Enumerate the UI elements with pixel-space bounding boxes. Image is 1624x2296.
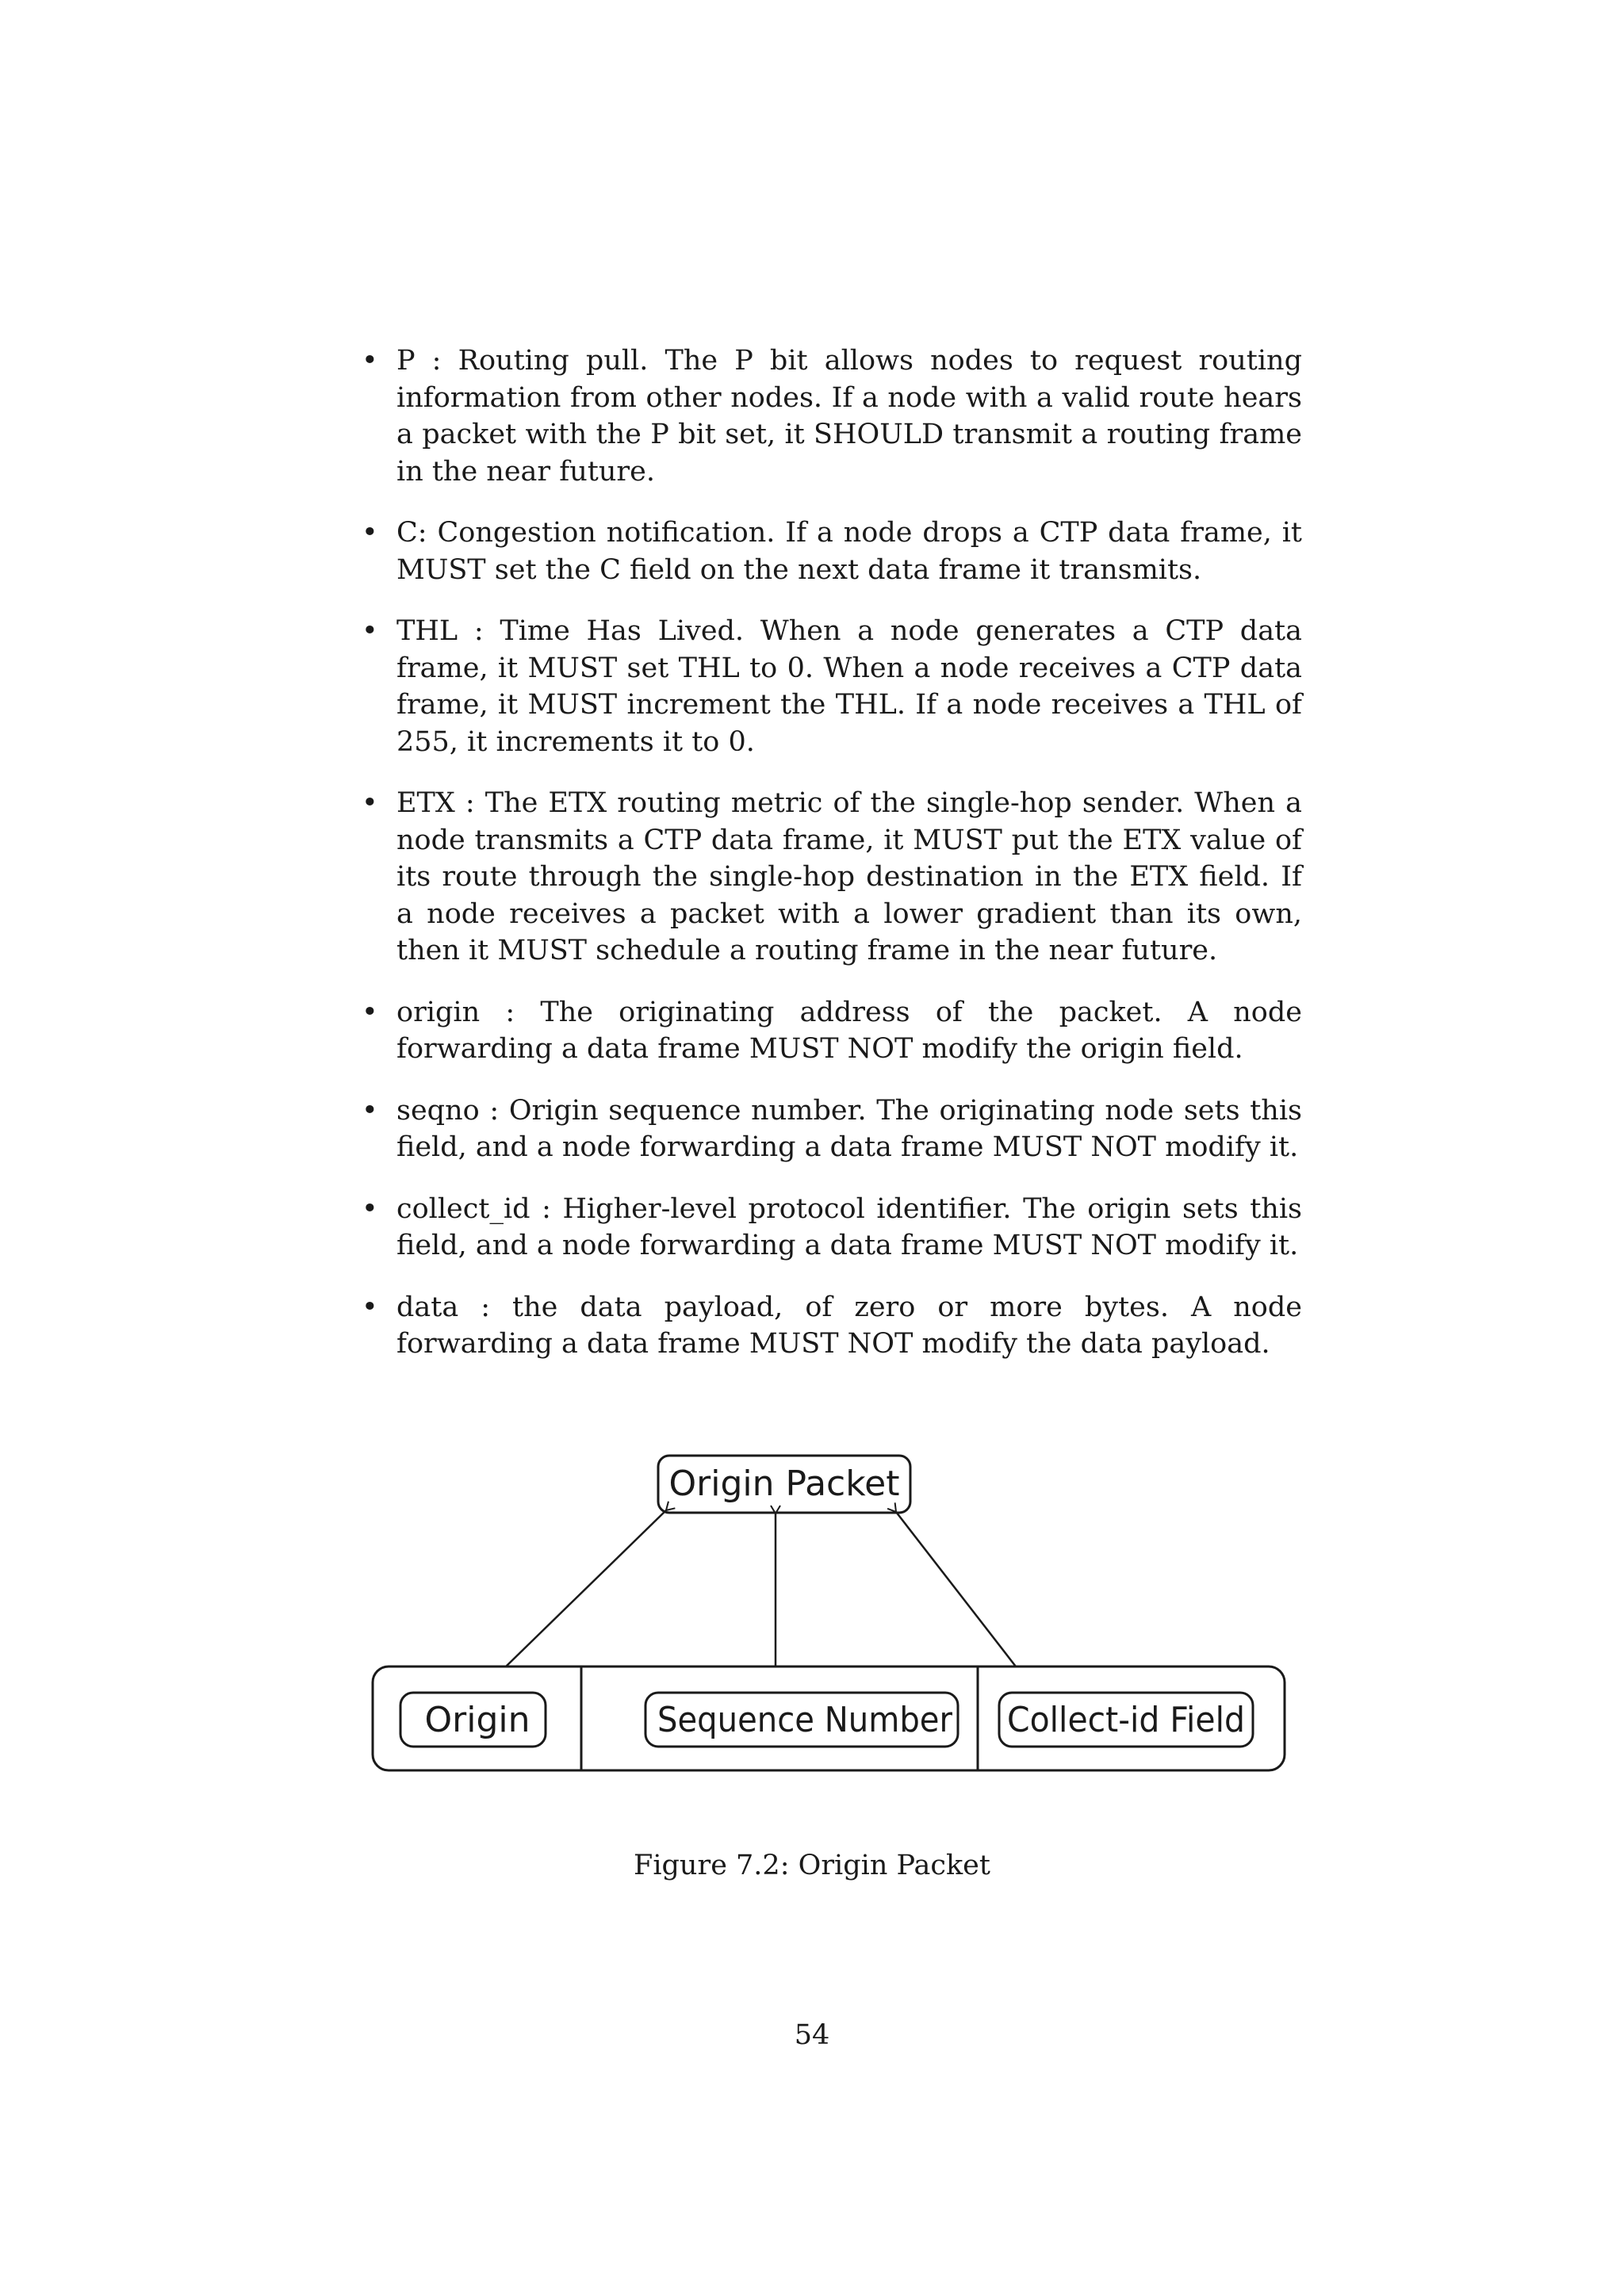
list-item-text: data : the data payload, of zero or more bytes. A node forwarding a data frame MUST NOT modify the data payload. [396, 1291, 1302, 1360]
bullet-icon: • [362, 1291, 378, 1323]
list-item [358, 1093, 1302, 1166]
figure-caption: Figure 7.2: Origin Packet [634, 1850, 990, 1881]
bullet-icon: • [362, 345, 378, 377]
bullet-icon: • [362, 996, 378, 1028]
list-item [358, 1289, 1302, 1363]
list-item [358, 342, 1302, 490]
origin-packet-diagram [365, 1443, 1293, 1792]
list-item-text: collect_id : Higher-level protocol identifier. The origin sets this field, and a node forwarding a data frame MUST NOT modify it. [396, 1192, 1302, 1261]
collect-id-arrow [896, 1512, 1016, 1667]
list-item [358, 785, 1302, 970]
list-item [358, 613, 1302, 760]
list-item [358, 994, 1302, 1068]
origin-field-label: Origin [424, 1700, 530, 1740]
list-item [358, 515, 1302, 588]
origin-packet-label: Origin Packet [668, 1464, 900, 1504]
list-item [358, 1191, 1302, 1265]
bullet-icon: • [362, 615, 378, 647]
list-item-text: P : Routing pull. The P bit allows nodes to request routing information from other nodes. If a node with a valid route hears a packet with the P bit set, it SHOULD transmit a routing frame in the near future. [396, 345, 1302, 488]
bullet-icon: • [362, 1094, 378, 1127]
sequence-number-field-label: Sequence Number [657, 1700, 953, 1740]
bullet-icon: • [362, 787, 378, 819]
list-item-text: THL : Time Has Lived. When a node generates a CTP data frame, it MUST set THL to 0. When a node receives a CTP data frame, it MUST increment the THL. If a node receives a THL of 255, it increments it to 0. [396, 615, 1302, 758]
field-description-list [358, 342, 1302, 1387]
collect-id-field-label: Collect-id Field [1007, 1700, 1245, 1740]
bullet-icon: • [362, 1192, 378, 1225]
origin-arrow [506, 1510, 666, 1667]
list-item-text: origin : The originating address of the packet. A node forwarding a data frame MUST NOT modify the origin field. [396, 996, 1302, 1065]
page-number: 54 [794, 2019, 830, 2051]
list-item-text: seqno : Origin sequence number. The originating node sets this field, and a node forwarding a data frame MUST NOT modify it. [396, 1094, 1302, 1163]
bullet-icon: • [362, 517, 378, 549]
list-item-text: C: Congestion notification. If a node drops a CTP data frame, it MUST set the C field on the next data frame it transmits. [396, 517, 1302, 586]
list-item-text: ETX : The ETX routing metric of the single-hop sender. When a node transmits a CTP data frame, it MUST put the ETX value of its route through the single-hop destination in the ETX field. If a node receives a packet with a lower gradient than its own, then it MUST schedule a routing frame in the near future. [396, 787, 1302, 966]
